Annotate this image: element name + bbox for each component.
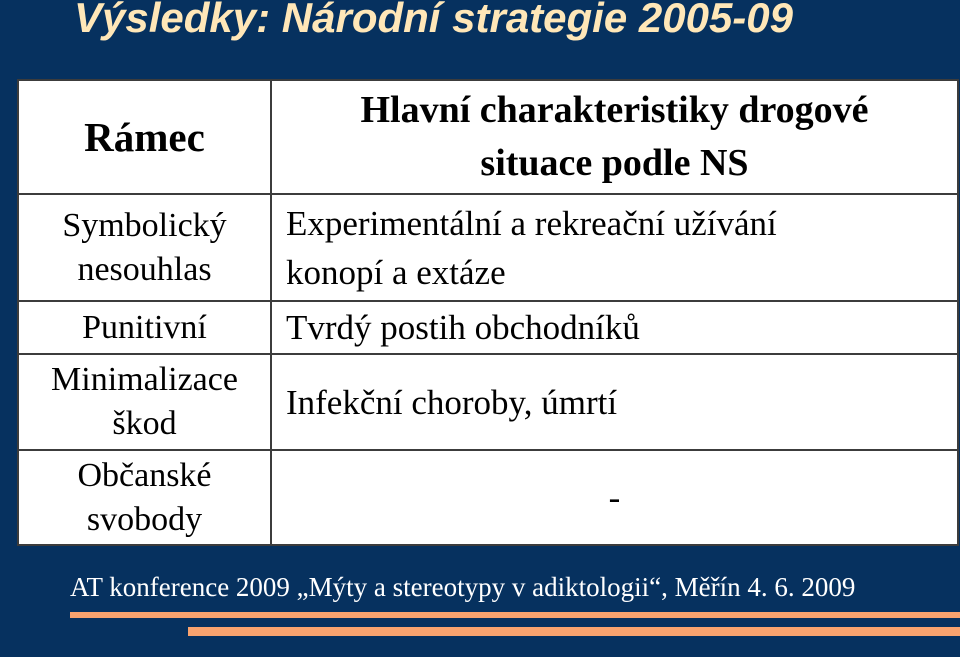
accent-bar-top [70, 612, 960, 618]
framework-label-line2: svobody [86, 500, 203, 538]
characteristic-cell [271, 450, 957, 544]
table-header-row [19, 81, 957, 194]
framework-cell [19, 301, 271, 354]
characteristic-cell [271, 194, 957, 301]
table-row [19, 354, 957, 450]
framework-cell [19, 450, 271, 544]
framework-cell [19, 354, 271, 450]
characteristic-text-line2: konopí a extáze [286, 252, 506, 292]
header-cell-framework [19, 81, 271, 194]
header-cell-characteristics [271, 81, 957, 194]
framework-label-line1: Občanské [77, 456, 212, 494]
characteristic-cell [271, 301, 957, 354]
strategy-table-container [17, 79, 959, 546]
characteristic-text-line1: Experimentální a rekreační užívání [286, 203, 777, 243]
framework-cell [19, 194, 271, 301]
framework-label-line2: nesouhlas [77, 250, 212, 288]
header-label-characteristics-line2: situace podle NS [480, 142, 749, 184]
footer-conference-text: AT konference 2009 „Mýty a stereotypy v adiktologii“, Měřín 4. 6. 2009 [70, 572, 856, 602]
characteristic-text-line1: Tvrdý postih obchodníků [286, 308, 640, 347]
framework-label-line1: Punitivní [82, 308, 207, 346]
characteristic-cell [271, 354, 957, 450]
characteristic-text-line1: Infekční choroby, úmrtí [286, 382, 618, 422]
header-label-characteristics-line1: Hlavní charakteristiky drogové [360, 89, 869, 131]
strategy-table [19, 81, 957, 544]
slide-title: Výsledky: Národní strategie 2005-09 [74, 0, 794, 41]
framework-label-line2: škod [112, 405, 177, 442]
framework-label-line1: Minimalizace [51, 361, 238, 398]
table-row [19, 301, 957, 354]
header-label-framework: Rámec [84, 114, 205, 160]
framework-label-line1: Symbolický [62, 206, 227, 244]
accent-bar-bottom [188, 627, 960, 636]
table-row [19, 450, 957, 544]
characteristic-text-line1: - [608, 478, 621, 517]
table-row [19, 194, 957, 301]
